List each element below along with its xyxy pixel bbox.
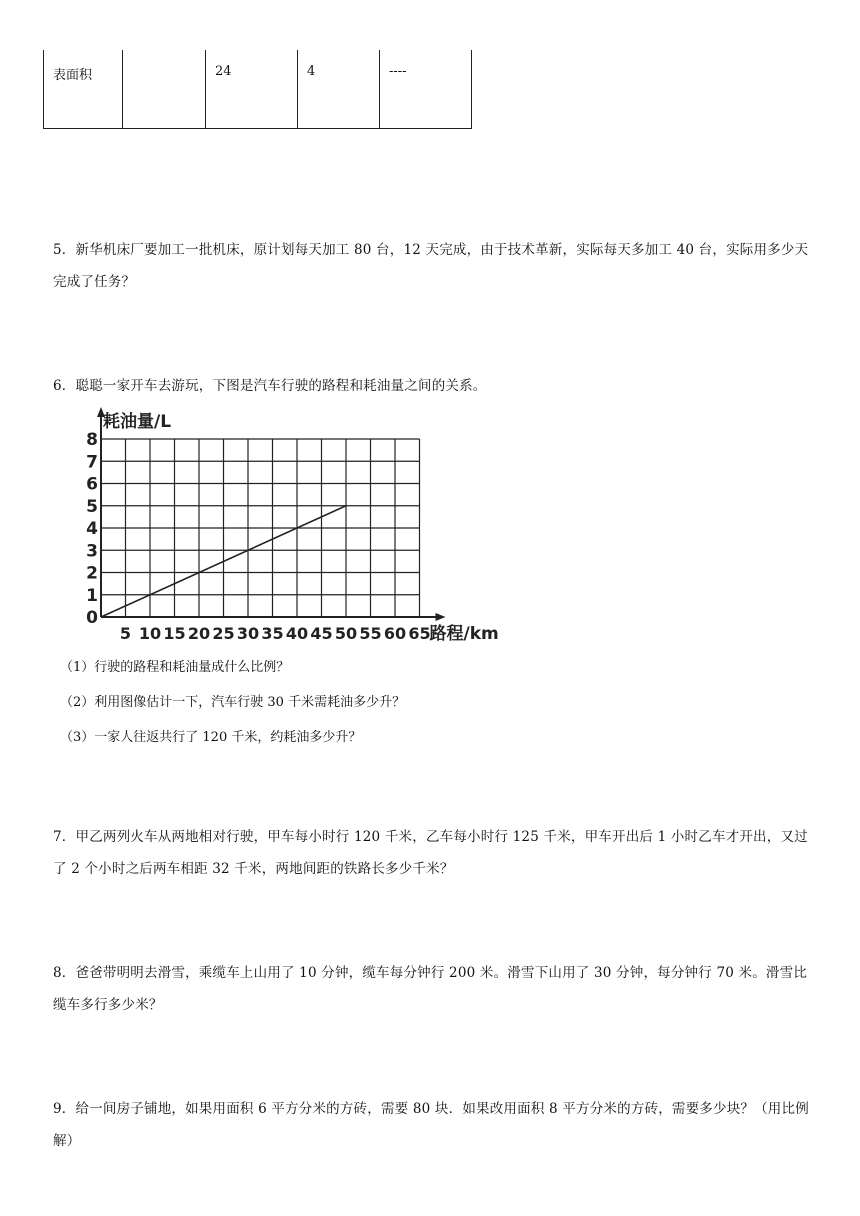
question-5: 5．新华机床厂要加工一批机床，原计划每天加工 80 台，12 天完成，由于技术革新，实际每天多加工 40 台，实际用多少天完成了任务？ <box>53 242 809 290</box>
table-cell: 4 <box>298 50 380 128</box>
table-cell <box>123 50 206 128</box>
x-tick-label: 65 <box>408 624 431 643</box>
x-axis-label: 路程/km <box>429 624 499 644</box>
x-tick-label: 45 <box>310 624 333 643</box>
question-8: 8．爸爸带明明去滑雪，乘缆车上山用了 10 分钟，缆车每分钟行 200 米。滑雪下山用了 30 分钟，每分钟行 70 米。滑雪比缆车多行多少米？ <box>53 965 808 1013</box>
table-row <box>44 50 472 128</box>
x-tick-label: 50 <box>334 624 358 643</box>
y-tick-label: 5 <box>86 496 98 517</box>
question-7: 7．甲乙两列火车从两地相对行驶，甲车每小时行 120 千米，乙车每小时行 125 千米，甲车开出后 1 小时乙车才开出，又过了 2 个小时之后两车相距 32 千米，两地间距的铁路长多少千米？ <box>53 829 808 877</box>
table-cell: ---- <box>380 50 472 128</box>
x-tick-label: 5 <box>119 624 132 643</box>
table-cell: 24 <box>206 50 298 128</box>
question-6-part-2: （2）利用图像估计一下，汽车行驶 30 千米需耗油多少升？ <box>60 695 406 710</box>
y-tick-label: 8 <box>86 430 98 450</box>
data-table <box>43 50 472 129</box>
table-cell: 表面积 <box>44 50 123 128</box>
y-tick-label: 4 <box>86 519 98 539</box>
y-axis-label: 耗油量/L <box>103 412 172 432</box>
x-tick-label: 60 <box>383 624 407 643</box>
y-tick-label: 6 <box>86 474 98 495</box>
question-9: 9．给一间房子铺地，如果用面积 6 平方分米的方砖，需要 80 块．如果改用面积 8 平方分米的方砖，需要多少块？（用比例解） <box>53 1101 809 1149</box>
question-6: 6．聪聪一家开车去游玩，下图是汽车行驶的路程和耗油量之间的关系。 <box>53 378 487 394</box>
y-tick-label: 7 <box>86 452 98 473</box>
x-tick-label: 55 <box>359 624 382 643</box>
fuel-consumption-chart <box>84 405 504 645</box>
x-axis-arrow <box>436 613 446 621</box>
question-6-part-1: （1）行驶的路程和耗油量成什么比例？ <box>60 660 290 675</box>
x-tick-label: 35 <box>261 624 284 643</box>
y-tick-label: 3 <box>86 541 98 562</box>
y-tick-label: 1 <box>86 585 98 606</box>
x-tick-label: 15 <box>163 624 186 643</box>
x-tick-label: 25 <box>212 624 235 643</box>
y-tick-label: 2 <box>86 563 98 584</box>
x-tick-label: 20 <box>187 624 211 643</box>
question-6-part-3: （3）一家人往返共行了 120 千米，约耗油多少升？ <box>60 730 362 745</box>
x-tick-label: 40 <box>285 624 309 643</box>
y-tick-label: 0 <box>86 608 98 628</box>
x-tick-label: 10 <box>138 624 162 643</box>
x-tick-label: 30 <box>236 624 260 643</box>
